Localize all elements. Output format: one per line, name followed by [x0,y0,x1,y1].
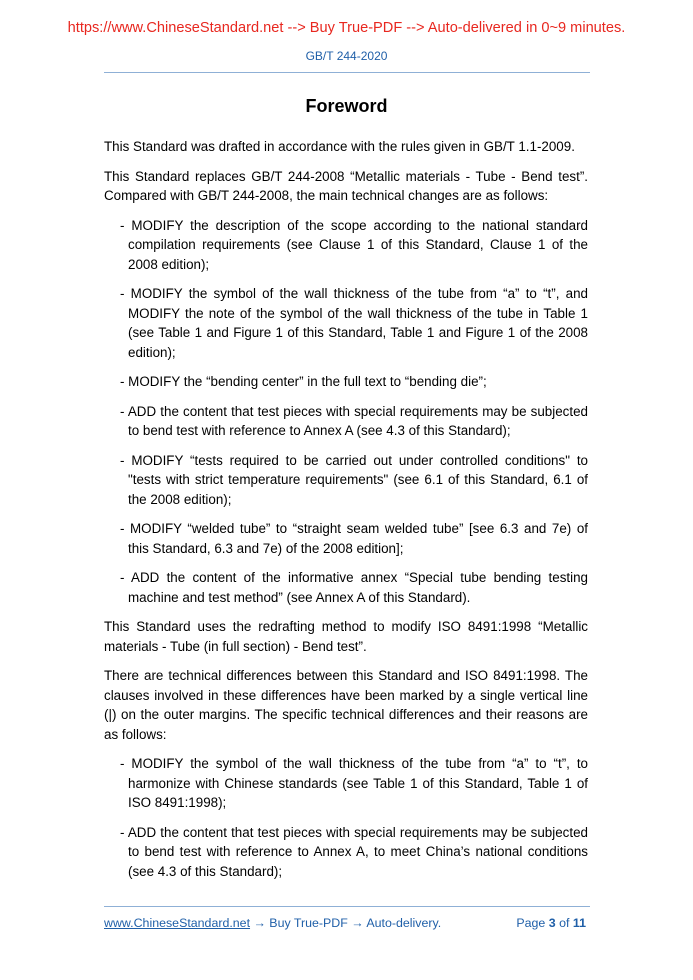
header-divider [104,72,590,73]
document-code: GB/T 244-2020 [305,49,388,63]
paragraph-redrafting: This Standard uses the redrafting method to modify ISO 8491:1998 “Metallic materials - Tube (in full section) - Bend test”. [104,619,588,654]
top-banner-link[interactable]: https://www.ChineseStandard.net --> Buy True-PDF --> Auto-delivered in 0~9 minutes. [67,20,626,36]
list-item-difference: - MODIFY the symbol of the wall thickness of the tube from “a” to “t”, to harmonize with Chinese standards (see Table 1 of this Standard, Table 1 of ISO 8491:1998); [120,756,588,810]
list-item-change: - ADD the content that test pieces with special requirements may be subjected to bend test with reference to Annex A (see 4.3 of this Standard); [120,403,588,438]
list-item-change: - MODIFY the description of the scope according to the national standard compilation requirements (see Clause 1 of this Standard, Clause 1 of the 2008 edition); [120,217,588,272]
total-pages-number: 11 [572,916,586,930]
page-indicator [516,916,586,930]
footer-tagline: → Buy True-PDF → Auto-delivery. [250,916,442,930]
page-title: Foreword [305,96,388,116]
list-item-change: - MODIFY “welded tube” to “straight seam welded tube” [see 6.3 and 7e) of this Standard, 6.3 and 7e) of the 2008 edition]; [120,521,588,556]
of-label: of [559,916,570,930]
list-item-change: - ADD the content of the informative annex “Special tube bending testing machine and test method” (see Annex A of this Standard). [120,570,588,605]
paragraph-technical-differences: There are technical differences between this Standard and ISO 8491:1998. The clauses involved in these differences have been marked by a single vertical line (|) on the outer margins. The specific technical differences and their reasons are as follows: [104,668,588,742]
paragraph-drafting-rules: This Standard was drafted in accordance with the rules given in GB/T 1.1-2009. [104,139,575,154]
footer-promo [104,916,441,930]
foreword-body [104,137,588,891]
list-item-change: - MODIFY the symbol of the wall thickness of the tube from “a” to “t”, and MODIFY the note of the symbol of the wall thickness of the tube in Table 1 (see Table 1 and Figure 1 of this Standard, Table 1 and Figure 1 of the 2008 edition); [120,286,588,360]
footer-site-link[interactable]: www.ChineseStandard.net [104,916,251,930]
paragraph-replaces: This Standard replaces GB/T 244-2008 “Metallic materials - Tube - Bend test”. Compared with GB/T 244-2008, the main technical changes are as follows: [104,168,588,203]
list-item-difference: - ADD the content that test pieces with special requirements may be subjected to bend test with reference to Annex A, to meet China’s national conditions (see 4.3 of this Standard); [120,824,588,879]
current-page-number: 3 [548,916,556,930]
list-item-change: - MODIFY “tests required to be carried out under controlled conditions" to "tests with strict temperature requirements" (see 6.1 of this Standard, 6.1 of the 2008 edition); [120,452,588,507]
list-item-change: - MODIFY the “bending center” in the full text to “bending die”; [120,374,487,389]
footer-divider [104,906,590,907]
page-label: Page [516,916,546,930]
